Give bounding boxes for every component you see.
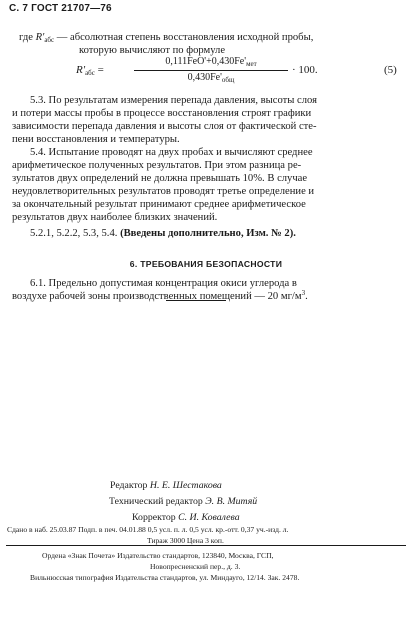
formula-lhs xyxy=(76,64,104,77)
imprint-line-2: Тираж 3000 Цена 3 коп. xyxy=(147,536,224,545)
publisher-line-3: Вильнюсская типография Издательства стандартов, ул. Миндауго, 12/14. Зак. 2478. xyxy=(30,573,300,582)
amendment-text: (Введены дополнительно, Изм. № 2). xyxy=(120,228,296,239)
formula-denominator xyxy=(132,72,290,83)
credit-name: Н. Е. Шестакова xyxy=(149,480,222,491)
formula-numerator xyxy=(132,56,290,67)
para-5-3-line-3: зависимости перепада давления и высоты слоя от фактической сте- xyxy=(12,121,317,132)
end-of-text-divider xyxy=(166,300,226,301)
para-5-4-line-3: зультатов двух определений не должна превышать 10%. В случае xyxy=(12,173,308,184)
para-5-3-line-1: 5.3. По результатам измерения перепада давления, высоты слоя xyxy=(30,95,318,106)
amendment-refs: 5.2.1, 5.2.2, 5.3, 5.4. xyxy=(30,228,118,239)
section-6-superscript: 3 xyxy=(301,289,306,297)
para-5-3-line-2: и потери массы пробы в процессе восстановления строят графики xyxy=(12,108,312,119)
para-5-3-line-4: пени восстановления и температуры. xyxy=(12,134,180,145)
formula-denominator-text: 0,430Fe' xyxy=(187,72,222,83)
section-6-line-2-end: . xyxy=(305,291,308,302)
formula-numerator-text: 0,111FeO'+0,430Fe' xyxy=(165,56,247,67)
where-clause-line-1 xyxy=(19,31,313,44)
credit-name: С. И. Ковалева xyxy=(178,512,240,523)
formula-tail: · 100. xyxy=(292,64,318,76)
where-clause-line-2: которую вычисляют по формуле xyxy=(79,45,226,56)
para-5-4-line-2: арифметическое полученных результатов. При этом разница ре- xyxy=(12,160,302,171)
formula-denominator-sub: общ xyxy=(221,76,235,84)
credit-role: Корректор xyxy=(132,512,176,523)
fraction-bar xyxy=(134,70,288,71)
where-prefix: где xyxy=(19,32,33,43)
page-header: С. 7 ГОСТ 21707—76 xyxy=(9,3,112,14)
credit-name: Э. В. Митяй xyxy=(205,496,258,507)
where-symbol-sub: абс xyxy=(44,36,55,44)
publisher-line-1: Ордена «Знак Почета» Издательство стандартов, 123840, Москва, ГСП, xyxy=(42,551,274,560)
credit-role: Редактор xyxy=(110,480,148,491)
formula-equals: = xyxy=(97,64,104,76)
formula-lhs-symbol: R' xyxy=(76,64,86,76)
section-6-title: 6. ТРЕБОВАНИЯ БЕЗОПАСНОСТИ xyxy=(129,259,283,269)
where-definition: — абсолютная степень восстановления исходной пробы, xyxy=(56,32,314,43)
where-symbol: R' xyxy=(35,32,45,43)
imprint-line-1: Сдано в наб. 25.03.87 Подп. в печ. 04.01.88 0,5 усл. п. л. 0,5 усл. кр.-отт. 0,37 уч.-изд. л. xyxy=(7,525,289,534)
formula-number: (5) xyxy=(384,64,397,76)
section-6-line-1: 6.1. Предельно допустимая концентрация окиси углерода в xyxy=(30,278,297,289)
formula-fraction xyxy=(132,56,290,86)
amendment-note xyxy=(30,227,296,240)
formula-lhs-sub: абс xyxy=(85,69,95,77)
para-5-4-line-5: за окончательный результат принимают среднее арифметическое xyxy=(12,199,306,210)
section-6-line-2 xyxy=(12,290,308,303)
imprint-rule xyxy=(6,545,406,546)
formula-numerator-sub: мет xyxy=(246,60,257,68)
para-5-4-line-4: неудовлетворительных результатов проводят третье определение и xyxy=(12,186,315,197)
section-6-line-2-text: воздухе рабочей зоны производственных помещений — 20 мг/м xyxy=(12,291,302,302)
credits-block xyxy=(110,478,370,526)
publisher-line-2: Новопресненский пер., д. 3. xyxy=(150,562,241,571)
credit-tech-editor xyxy=(109,494,370,510)
para-5-4-line-6: результатов двух наиболее близких значений. xyxy=(12,212,218,223)
credit-role: Технический редактор xyxy=(109,496,203,507)
para-5-4-line-1: 5.4. Испытание проводят на двух пробах и вычисляют среднее xyxy=(30,147,313,158)
credit-editor xyxy=(110,478,370,494)
